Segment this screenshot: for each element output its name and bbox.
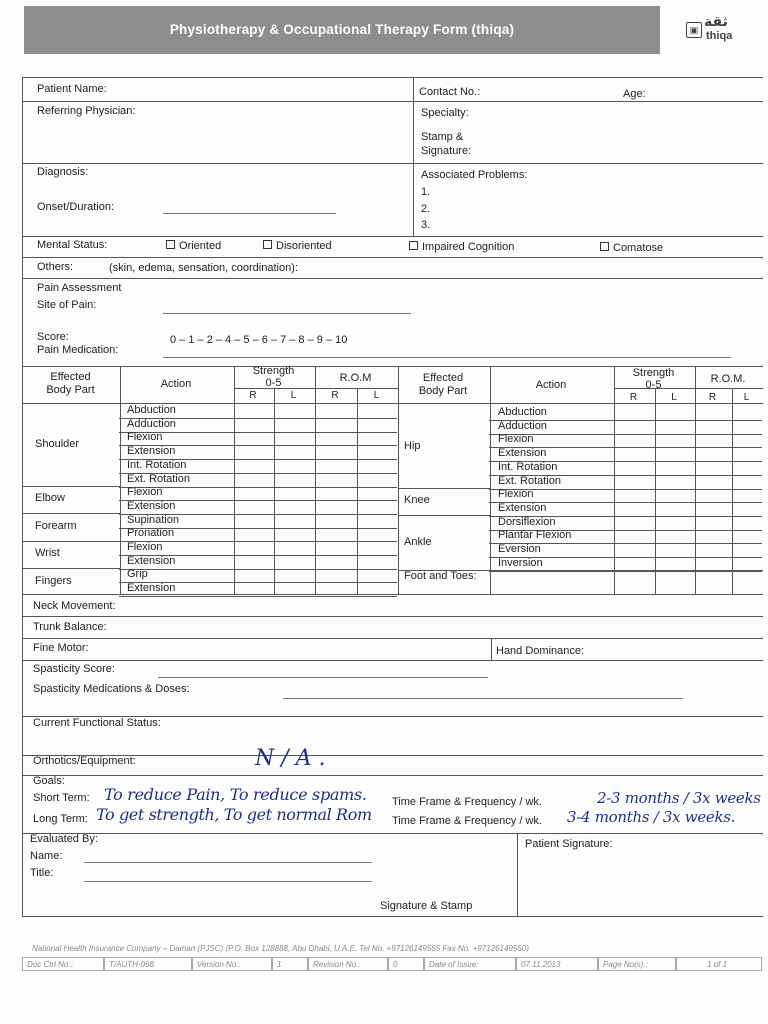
onset-duration-label: Onset/Duration:	[37, 201, 115, 213]
spasticity-score-label: Spasticity Score:	[33, 663, 115, 675]
action-row-label: Dorsiflexion	[498, 515, 556, 528]
page-no-label: Page No(s).:	[598, 957, 676, 971]
left-strength-header-2: 0-5	[265, 377, 282, 389]
spasticity-medications-label: Spasticity Medications & Doses:	[33, 683, 190, 695]
disoriented-checkbox[interactable]: Disoriented	[263, 240, 332, 252]
action-row-label: Flexion	[498, 433, 534, 446]
action-row-label: Flexion	[498, 488, 534, 501]
right-rom-l: L	[743, 392, 750, 403]
action-row-label: Int. Rotation	[127, 458, 187, 471]
onset-duration-line[interactable]	[163, 213, 336, 214]
age-label: Age:	[623, 88, 646, 100]
pain-medication-label: Pain Medication:	[37, 344, 119, 356]
right-strength-r: R	[629, 392, 638, 403]
stamp-signature-label: Signature:	[421, 145, 472, 157]
evaluator-title-label: Title:	[30, 867, 54, 879]
form-header	[24, 6, 660, 54]
stamp-label: Stamp &	[421, 131, 464, 143]
right-strength-header-1: Strength	[632, 367, 675, 379]
action-row-label: Abduction	[127, 404, 176, 416]
short-time-frame-value: 2-3 months / 3x weeks	[597, 789, 761, 807]
doc-ctrl-label: Doc Ctrl No.:	[22, 957, 104, 971]
diagnosis-label: Diagnosis:	[37, 166, 89, 178]
long-term-value: To get strength, To get normal Rom	[96, 805, 372, 824]
checkbox-icon	[263, 240, 272, 249]
action-row-label: Plantar Flexion	[498, 529, 572, 542]
body-part-elbow: Elbow	[35, 492, 65, 504]
issue-date-label: Date of Issue:	[424, 957, 516, 971]
action-row-label: Ext. Rotation	[127, 472, 190, 485]
left-body-part-header-1: Effected	[50, 371, 91, 383]
fine-motor-label: Fine Motor:	[33, 642, 89, 654]
checkbox-icon	[409, 241, 418, 250]
spasticity-score-line[interactable]	[158, 677, 488, 678]
action-row-line	[119, 596, 397, 597]
revision-value: 0	[388, 957, 424, 971]
pain-medication-line[interactable]	[163, 357, 731, 358]
short-time-frame-label: Time Frame & Frequency / wk.	[392, 796, 542, 808]
action-row-label: Adduction	[127, 417, 176, 430]
associated-item-1: 1.	[421, 186, 431, 198]
right-action-header: Action	[535, 379, 567, 391]
right-strength-header-2: 0-5	[645, 379, 662, 391]
body-part-hip: Hip	[404, 440, 421, 452]
body-part-foot-toes: Foot and Toes:	[404, 570, 477, 582]
logo-mark-icon: ▣	[686, 22, 702, 38]
body-part-wrist: Wrist	[35, 547, 60, 559]
patient-signature-label: Patient Signature:	[525, 838, 613, 850]
referring-physician-label: Referring Physician:	[37, 105, 136, 117]
right-strength-l: L	[671, 392, 677, 403]
left-body-part-header-2: Body Part	[46, 384, 95, 396]
action-row-label: Extension	[498, 447, 547, 460]
left-action-header: Action	[160, 378, 192, 390]
form-title: Physiotherapy & Occupational Therapy Form (thiqa)	[169, 22, 515, 37]
left-strength-header-1: Strength	[252, 365, 295, 377]
short-term-value: To reduce Pain, To reduce spams.	[104, 785, 367, 804]
action-row-label: Flexion	[127, 486, 163, 499]
left-strength-l: L	[290, 390, 297, 401]
right-rom-header: R.O.M.	[710, 373, 746, 385]
evaluator-name-label: Name:	[30, 850, 63, 862]
action-row-label: Supination	[127, 513, 179, 526]
others-label: Others:	[37, 261, 74, 273]
right-body-part-header-2: Body Part	[418, 385, 468, 397]
short-term-label: Short Term:	[33, 792, 90, 804]
logo-english: thiqa	[706, 30, 733, 42]
action-row-line	[489, 571, 762, 572]
version-label: Version No.:	[192, 957, 272, 971]
long-time-frame-value: 3-4 months / 3x weeks.	[567, 808, 736, 826]
impaired-cognition-checkbox[interactable]: Impaired Cognition	[409, 241, 514, 253]
revision-label: Revision No.:	[308, 957, 388, 971]
action-row-label: Grip	[127, 568, 148, 581]
left-rom-r: R	[331, 390, 339, 401]
checkbox-icon	[600, 242, 609, 251]
action-row-label: Inversion	[498, 556, 543, 569]
action-row-label: Ext. Rotation	[498, 474, 561, 487]
patient-name-label: Patient Name:	[37, 83, 107, 95]
action-row-label: Pronation	[127, 527, 175, 540]
orthotics-label: Orthotics/Equipment:	[33, 755, 136, 767]
pain-assessment-title: Pain Assessment	[37, 282, 122, 294]
action-row-label: Extension	[127, 445, 176, 458]
action-row-label: Eversion	[498, 543, 541, 555]
evaluator-name-line[interactable]	[84, 862, 372, 863]
left-rom-l: L	[373, 390, 380, 401]
body-part-fingers: Fingers	[35, 575, 72, 587]
body-part-shoulder: Shoulder	[35, 438, 80, 450]
checkbox-icon	[166, 240, 175, 249]
mental-status-label: Mental Status:	[37, 239, 108, 251]
pain-score-label: Score:	[37, 331, 69, 343]
action-row-label: Extension	[127, 499, 176, 512]
orthotics-value: N / A .	[255, 746, 326, 771]
left-rom-header: R.O.M	[339, 372, 372, 384]
comatose-checkbox[interactable]: Comatose	[600, 242, 663, 254]
evaluated-by-label: Evaluated By:	[30, 833, 98, 845]
long-time-frame-label: Time Frame & Frequency / wk.	[392, 815, 542, 827]
spasticity-medications-line[interactable]	[283, 698, 683, 699]
action-row-label: Flexion	[127, 431, 163, 444]
specialty-label: Specialty:	[421, 107, 469, 119]
oriented-checkbox[interactable]: Oriented	[166, 240, 221, 252]
others-note: (skin, edema, sensation, coordination):	[109, 262, 298, 274]
neck-movement-label: Neck Movement:	[33, 600, 116, 612]
body-part-ankle: Ankle	[404, 536, 432, 548]
body-part-forearm: Forearm	[35, 520, 77, 532]
site-of-pain-line[interactable]	[163, 313, 411, 314]
thiqa-logo	[686, 14, 746, 48]
action-row-label: Extension	[498, 501, 547, 514]
hand-dominance-label: Hand Dominance:	[496, 645, 585, 657]
action-row-label: Int. Rotation	[498, 460, 558, 473]
action-row-label: Adduction	[498, 419, 547, 432]
right-rom-r: R	[708, 392, 717, 403]
associated-item-2: 2.	[421, 203, 431, 215]
action-row-line	[119, 569, 397, 570]
goals-label: Goals:	[33, 775, 65, 787]
action-row-label: Abduction	[498, 406, 547, 418]
footer-company: National Health Insurance Company – Daman (PJSC) (P.O. Box 128888, Abu Dhabi, U.A.E. Tel No. +97126149555 Fax No. +97126149550)	[32, 944, 529, 953]
trunk-balance-label: Trunk Balance:	[33, 621, 107, 633]
pain-score-scale: 0 – 1 – 2 – 4 – 5 – 6 – 7 – 8 – 9 – 10	[170, 334, 348, 346]
functional-status-label: Current Functional Status:	[33, 717, 161, 729]
associated-item-3: 3.	[421, 219, 431, 231]
left-strength-r: R	[249, 390, 257, 401]
version-value: 1	[272, 957, 308, 971]
action-row-label: Extension	[127, 554, 176, 567]
issue-date-value: 07.11.2013	[516, 957, 598, 971]
site-of-pain-label: Site of Pain:	[37, 299, 97, 311]
long-term-label: Long Term:	[33, 813, 88, 825]
associated-problems-label: Associated Problems:	[421, 169, 528, 181]
right-body-part-header-1: Effected	[422, 372, 464, 384]
page-no-value: 1 of 1	[676, 957, 762, 971]
body-part-knee: Knee	[404, 494, 430, 506]
evaluator-title-line[interactable]	[84, 881, 372, 882]
logo-arabic: ثقة	[704, 14, 728, 30]
action-row-label: Extension	[127, 582, 176, 595]
signature-stamp-label: Signature & Stamp	[380, 900, 473, 912]
doc-ctrl-value: T/AUTH-068	[104, 957, 192, 971]
contact-no-label: Contact No.:	[419, 86, 481, 98]
action-row-label: Flexion	[127, 541, 163, 553]
